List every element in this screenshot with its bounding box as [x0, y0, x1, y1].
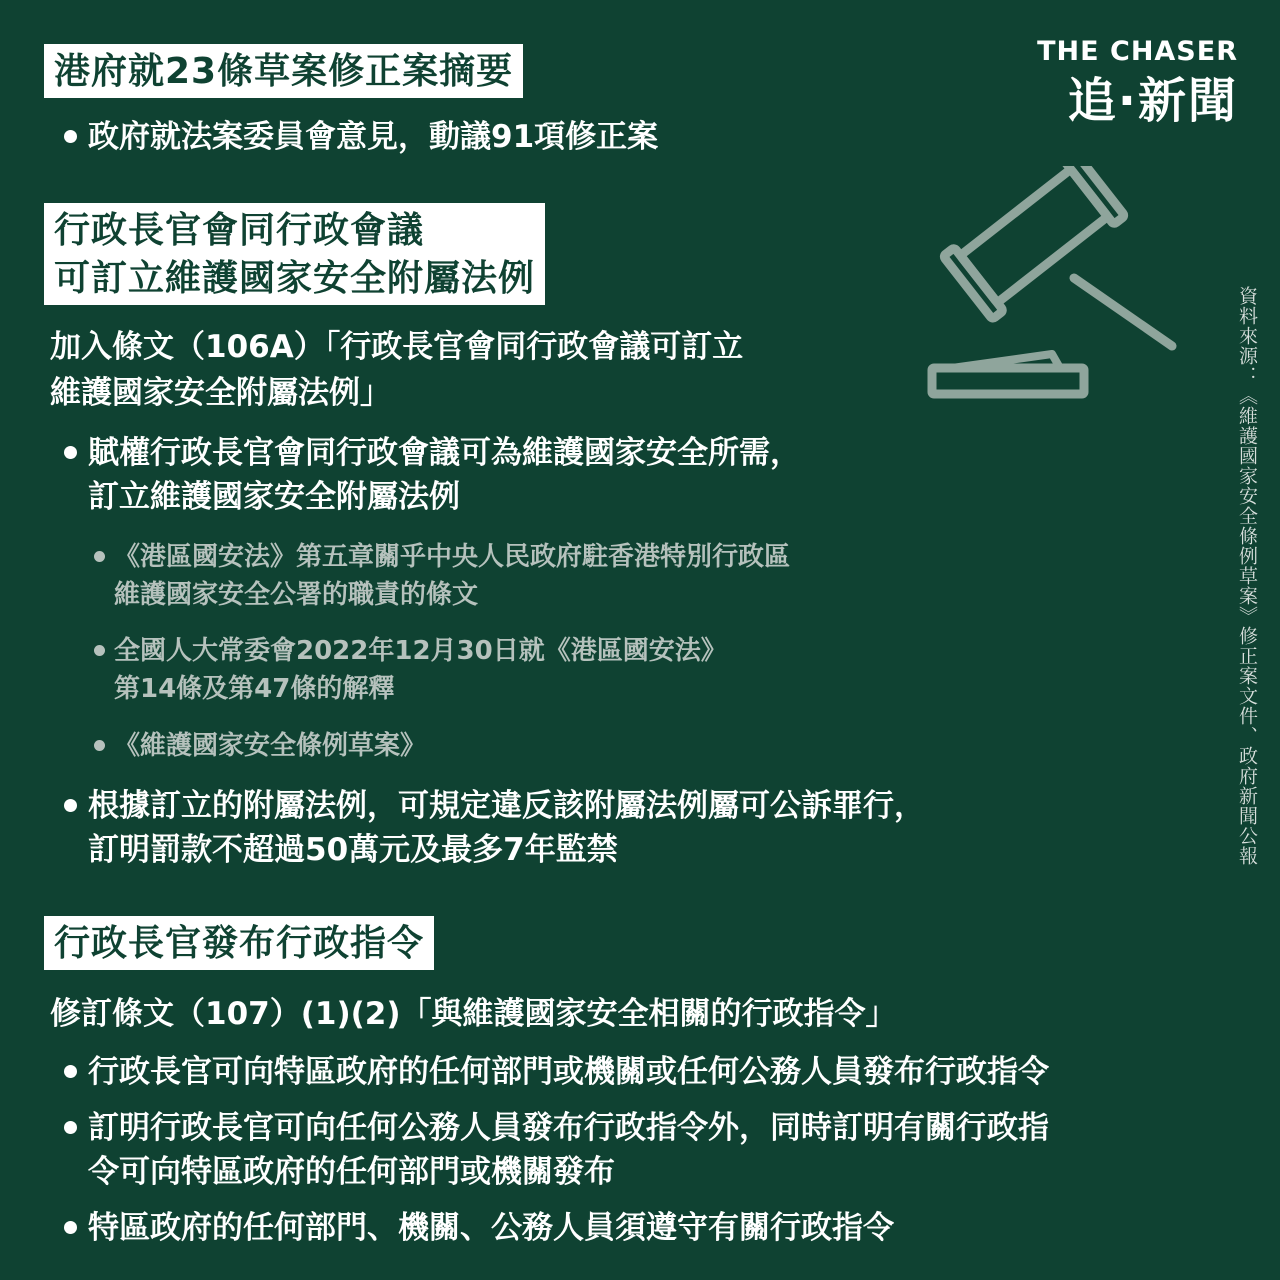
section2-bullet2-line: 根據訂立的附屬法例，可規定違反該附屬法例屬可公訴罪行，	[88, 788, 925, 824]
section2-heading	[44, 203, 545, 305]
section3-heading: 行政長官發布行政指令	[44, 916, 434, 970]
section2-sub-line: 《維護國家安全條例草案》	[114, 731, 427, 761]
section2-bullet1	[58, 431, 801, 519]
section2-clause	[50, 324, 743, 416]
section1-bullet: 政府就法案委員會意見，動議91項修正案	[58, 115, 658, 159]
gavel-icon	[924, 166, 1184, 406]
section2-sub-item	[90, 727, 426, 765]
section2-sub-item	[90, 538, 790, 614]
section2-clause-line: 維護國家安全附屬法例」	[50, 375, 391, 411]
section2-bullet1-line: 訂立維護國家安全附屬法例	[88, 479, 460, 515]
section3-bullet3: 特區政府的任何部門、機關、公務人員須遵守有關行政指令	[58, 1206, 894, 1250]
section1-heading: 港府就23條草案修正案摘要	[44, 44, 523, 98]
brand-logo-zh: 追·新聞	[1067, 73, 1238, 129]
brand-logo-en: THE CHASER	[1037, 36, 1238, 67]
section2-sub-line: 《港區國安法》第五章關乎中央人民政府駐香港特別行政區	[114, 542, 791, 572]
section3-bullet1: 行政長官可向特區政府的任何部門或機關或任何公務人員發布行政指令	[58, 1050, 1049, 1094]
section2-bullet2	[58, 784, 925, 872]
section3-bullet2	[58, 1106, 1049, 1194]
section2-clause-line: 加入條文（106A）「行政長官會同行政會議可訂立	[50, 329, 744, 365]
section2-sub-line: 第14條及第47條的解釋	[114, 674, 395, 704]
section2-sub-line: 全國人大常委會2022年12月30日就《港區國安法》	[114, 636, 727, 666]
section3-bullet2-line: 令可向特區政府的任何部門或機關發布	[88, 1154, 615, 1190]
section2-bullet1-line: 賦權行政長官會同行政會議可為維護國家安全所需，	[88, 435, 801, 471]
section2-bullet2-line: 訂明罰款不超過50萬元及最多7年監禁	[88, 832, 618, 868]
section2-heading-line: 可訂立維護國家安全附屬法例	[54, 258, 536, 299]
section2-heading-line: 行政長官會同行政會議	[54, 210, 425, 251]
section3-clause: 修訂條文（107）(1)(2)「與維護國家安全相關的行政指令」	[50, 996, 897, 1032]
section2-sub-line: 維護國家安全公署的職責的條文	[114, 580, 479, 610]
section2-sub-item	[90, 632, 727, 708]
source-note: 資料來源：《維護國家安全條例草案》修正案文件、政府新聞公報	[1236, 286, 1258, 866]
section3-bullet2-line: 訂明行政長官可向任何公務人員發布行政指令外，同時訂明有關行政指	[88, 1110, 1049, 1146]
